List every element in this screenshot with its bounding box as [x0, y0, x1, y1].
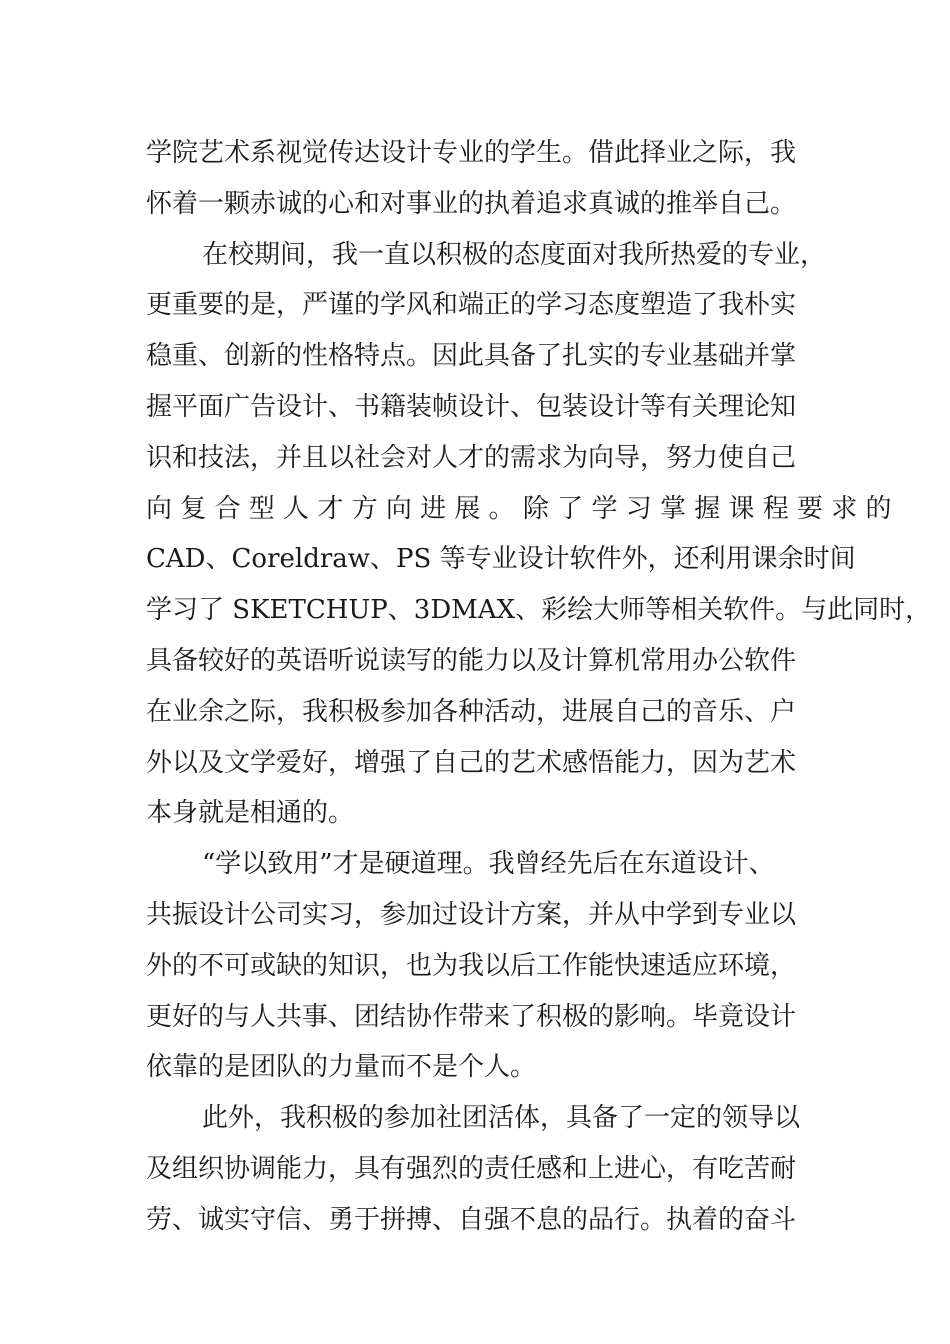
text-line: 更好的与人共事、团结协作带来了积极的影响。毕竟设计 — [146, 1001, 797, 1032]
paragraph-start-line: 在校期间，我一直以积极的态度面对我所热爱的专业， — [202, 239, 827, 270]
text-line: 稳重、创新的性格特点。因此具备了扎实的专业基础并掌 — [146, 341, 797, 372]
document-body — [146, 128, 932, 1246]
text-line: CAD、Coreldraw、PS 等专业设计软件外，还利用课余时间 — [146, 544, 856, 575]
text-line: 具备较好的英语听说读写的能力以及计算机常用办公软件 — [146, 645, 797, 676]
text-line: 更重要的是，严谨的学风和端正的学习态度塑造了我朴实 — [146, 290, 797, 321]
text-line: 劳、诚实守信、勇于拼搏、自强不息的品行。执着的奋斗 — [146, 1204, 797, 1235]
text-line: 在业余之际，我积极参加各种活动，进展自己的音乐、户 — [146, 696, 797, 727]
text-line: 本身就是相通的。 — [146, 798, 355, 829]
text-line: 外的不可或缺的知识，也为我以后工作能快速适应环境， — [146, 950, 797, 981]
text-line: 依靠的是团队的力量而不是个人。 — [146, 1052, 537, 1083]
text-line: 握平面广告设计、书籍装帧设计、包装设计等有关理论知 — [146, 391, 797, 422]
text-line: 识和技法，并且以社会对人才的需求为向导，努力使自己 — [146, 442, 797, 473]
text-line: 怀着一颗赤诚的心和对事业的执着追求真诚的推举自己。 — [146, 188, 797, 219]
text-line: 共振设计公司实习，参加过设计方案，并从中学到专业以 — [146, 899, 797, 930]
text-line: 外以及文学爱好，增强了自己的艺术感悟能力，因为艺术 — [146, 747, 797, 778]
paragraph-start-line: “学以致用”才是硬道理。我曾经先后在东道设计、 — [202, 849, 775, 880]
text-line: 学院艺术系视觉传达设计专业的学生。借此择业之际，我 — [146, 138, 797, 168]
text-line: 及组织协调能力，具有强烈的责任感和上进心，有吃苦耐 — [146, 1153, 797, 1184]
text-line: 学习了 SKETCHUP、3DMAX、彩绘大师等相关软件。与此同时， — [146, 595, 932, 626]
paragraph-start-line: 此外，我积极的参加社团活体，具备了一定的领导以 — [202, 1103, 801, 1134]
text-line: 向 复 合 型 人 才 方 向 进 展 。 除 了 学 习 掌 握 课 程 要 求 的 — [146, 493, 892, 524]
